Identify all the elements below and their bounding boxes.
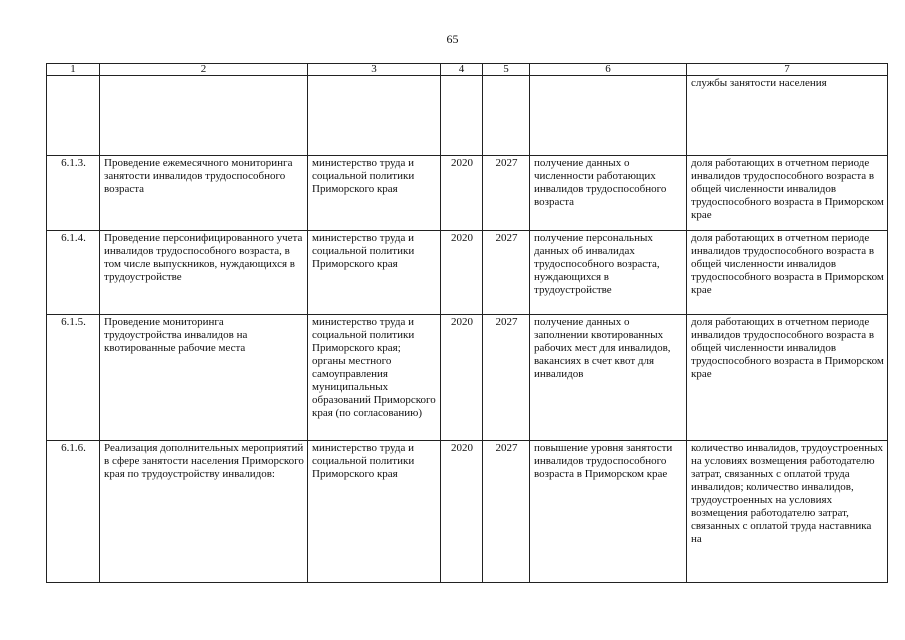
cell-num: 6.1.4. (47, 231, 100, 315)
table-row (47, 441, 888, 583)
cell-num: 6.1.6. (47, 441, 100, 583)
cell-end: 2027 (483, 441, 530, 583)
cell-result: повышение уровня занятости инвалидов трудоспособного возраста в Приморском крае (530, 441, 687, 583)
cell-executor (308, 76, 441, 156)
col-header-1: 1 (47, 64, 100, 76)
cell-activity: Проведение ежемесячного мониторинга занятости инвалидов трудоспособного возраста (100, 156, 308, 231)
cell-activity: Проведение персонифицированного учета инвалидов трудоспособного возраста, в том числе выпускников, нуждающихся в трудоустройстве (100, 231, 308, 315)
page-number: 65 (446, 32, 459, 46)
cell-indicator: службы занятости населения (687, 76, 888, 156)
table-row-continuation (47, 76, 888, 156)
table-row (47, 315, 888, 441)
cell-start: 2020 (441, 156, 483, 231)
cell-result: получение данных о численности работающих инвалидов трудоспособного возраста (530, 156, 687, 231)
cell-executor: министерство труда и социальной политики Приморского края (308, 156, 441, 231)
cell-start (441, 76, 483, 156)
cell-executor: министерство труда и социальной политики Приморского края (308, 231, 441, 315)
header-row (47, 64, 888, 76)
cell-executor: министерство труда и социальной политики Приморского края; органы местного самоуправления муниципальных образований Приморского края (по согласованию) (308, 315, 441, 441)
table-row (47, 231, 888, 315)
cell-executor: министерство труда и социальной политики Приморского края (308, 441, 441, 583)
table-row (47, 156, 888, 231)
cell-end: 2027 (483, 231, 530, 315)
activities-table (46, 63, 888, 583)
cell-end: 2027 (483, 315, 530, 441)
cell-activity: Реализация дополнительных мероприятий в сфере занятости населения Приморского края по трудоустройству инвалидов: (100, 441, 308, 583)
cell-result: получение данных о заполнении квотированных рабочих мест для инвалидов, вакансиях в счет квот для инвалидов (530, 315, 687, 441)
col-header-2: 2 (100, 64, 308, 76)
cell-num: 6.1.5. (47, 315, 100, 441)
cell-start: 2020 (441, 315, 483, 441)
cell-start: 2020 (441, 231, 483, 315)
cell-result: получение персональных данных об инвалидах трудоспособного возраста, нуждающихся в трудоустройстве (530, 231, 687, 315)
cell-num: 6.1.3. (47, 156, 100, 231)
cell-indicator: доля работающих в отчетном периоде инвалидов трудоспособного возраста в общей численности инвалидов трудоспособного возраста в Приморском крае (687, 315, 888, 441)
cell-indicator: количество инвалидов, трудоустроенных на условиях возмещения работодателю затрат, связанных с оплатой труда инвалидов; количество инвалидов, трудоустроенных на условиях возмещения работодателю затрат, связанных с оплатой труда наставника на (687, 441, 888, 583)
col-header-4: 4 (441, 64, 483, 76)
col-header-5: 5 (483, 64, 530, 76)
cell-activity: Проведение мониторинга трудоустройства инвалидов на квотированные рабочие места (100, 315, 308, 441)
col-header-7: 7 (687, 64, 888, 76)
cell-end: 2027 (483, 156, 530, 231)
cell-num (47, 76, 100, 156)
cell-result (530, 76, 687, 156)
cell-indicator: доля работающих в отчетном периоде инвалидов трудоспособного возраста в общей численности инвалидов трудоспособного возраста в Приморском крае (687, 231, 888, 315)
cell-indicator: доля работающих в отчетном периоде инвалидов трудоспособного возраста в общей численности инвалидов трудоспособного возраста в Приморском крае (687, 156, 888, 231)
col-header-6: 6 (530, 64, 687, 76)
cell-start: 2020 (441, 441, 483, 583)
cell-end (483, 76, 530, 156)
col-header-3: 3 (308, 64, 441, 76)
cell-activity (100, 76, 308, 156)
